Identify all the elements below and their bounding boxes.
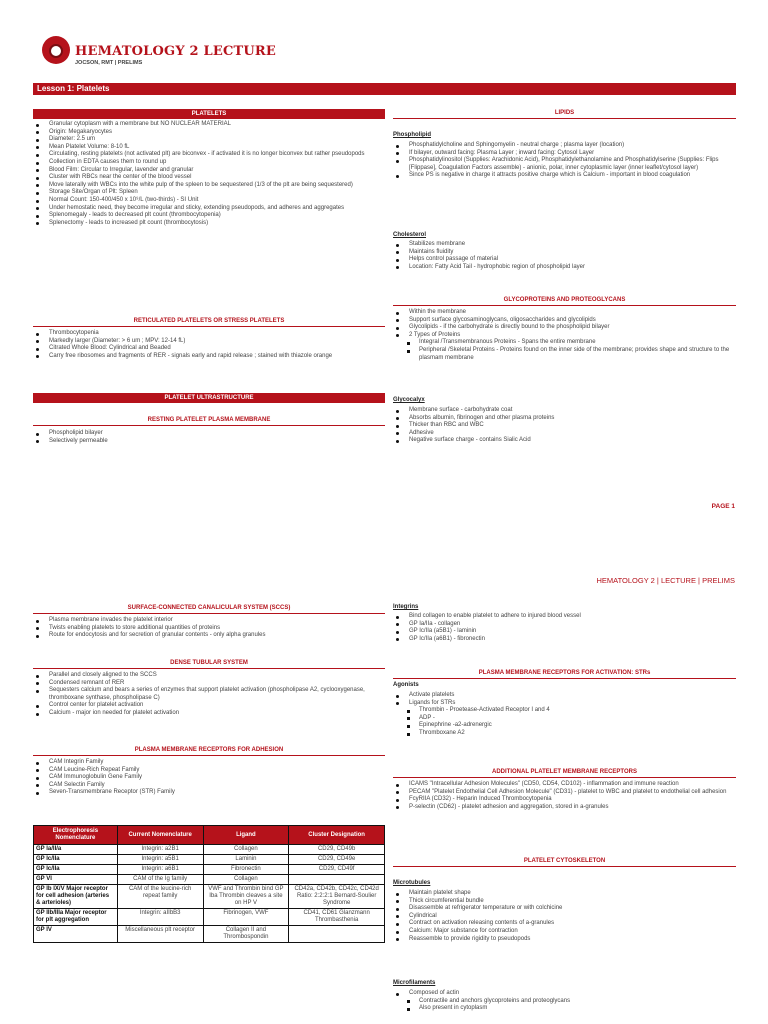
table-cell: Fibronectin bbox=[203, 865, 289, 875]
additional-heading: ADDITIONAL PLATELET MEMBRANE RECEPTORS bbox=[393, 768, 736, 778]
list-item: Membrane surface - carbohydrate coat bbox=[393, 407, 736, 415]
page-number: PAGE 1 bbox=[711, 503, 735, 510]
table-cell: CD29, CD49e bbox=[289, 855, 385, 865]
list-item: Phospholipid bilayer bbox=[33, 430, 385, 438]
table-cell: GP IV bbox=[34, 926, 118, 943]
list-item: Location: Fatty Acid Tail - hydrophobic region of phospholipid layer bbox=[393, 264, 736, 272]
glyco-list bbox=[393, 309, 736, 362]
list-item: Twists enabling platelets to store additional quantities of proteins bbox=[33, 625, 385, 633]
list-item: Collection in EDTA causes them to round up bbox=[33, 159, 385, 167]
list-item: GP Ic/IIa (a6B1) - fibronectin bbox=[393, 636, 736, 644]
integrins-label: Integrins bbox=[393, 604, 419, 610]
table-cell: CAM of the leucine-rich repeat family bbox=[117, 885, 203, 909]
list-item: Sequesters calcium and bears a series of enzymes that support platelet activation (phospholipase A2, cyclooxygenase, thromboxane synthase, phospholipase C) bbox=[33, 687, 385, 702]
table-cell: GP VI bbox=[34, 875, 118, 885]
microfilaments-list bbox=[393, 990, 736, 1013]
list-item: Diameter: 2.5 um bbox=[33, 136, 385, 144]
table-row bbox=[34, 875, 385, 885]
list-item: Stabilizes membrane bbox=[393, 241, 736, 249]
list-item: ICAMS "Intracellular Adhesion Molecules" (CD50, CD54, CD102) - inflammation and immune reaction bbox=[393, 781, 736, 789]
list-item: Thrombocytopenia bbox=[33, 330, 385, 338]
list-item: Absorbs albumin, fibrinogen and other plasma proteins bbox=[393, 415, 736, 423]
list-item: Reassemble to provide rigidity to pseudopods bbox=[393, 936, 736, 944]
list-item: Normal Count: 150-400/450 x 10⁹/L (two-thirds) - SI Unit bbox=[33, 197, 385, 205]
cytoskeleton-heading: PLATELET CYTOSKELETON bbox=[393, 857, 736, 867]
table-cell: Integrin: a2B1 bbox=[117, 845, 203, 855]
table-cell: Integrin: aIIbB3 bbox=[117, 909, 203, 926]
table-header-cell: Current Nomenclature bbox=[117, 826, 203, 845]
table-cell: Integrin: a6B1 bbox=[117, 865, 203, 875]
list-item: Phosphatidylinositol (Supplies: Arachidonic Acid), Phosphatidylethanolamine and Phosphatidylserine (Supplies: Flips [Flippase], Coagulation Factors assemble) - anionic, polar, inner cytoplasmic layer (inner leaflet/cytosol layer) bbox=[393, 157, 736, 172]
list-item: Selectively permeable bbox=[33, 438, 385, 446]
list-item: Markedly larger (Diameter: > 6 um ; MPV: 12-14 fL) bbox=[33, 338, 385, 346]
additional-list bbox=[393, 781, 736, 811]
table-cell: CD29, CD49f bbox=[289, 865, 385, 875]
list-item: Blood Film: Circular to Irregular, lavender and granular bbox=[33, 167, 385, 175]
list-item: Maintains fluidity bbox=[393, 249, 736, 257]
dts-heading: DENSE TUBULAR SYSTEM bbox=[33, 659, 385, 669]
microtubules-label: Microtubules bbox=[393, 880, 431, 886]
list-item: If bilayer, outward facing: Plasma Layer ; inward facing: Cytosol Layer bbox=[393, 150, 736, 158]
table-cell: CD41, CD61 Glanzmann Thrombasthenia bbox=[289, 909, 385, 926]
ultrastructure-heading: PLATELET ULTRASTRUCTURE bbox=[33, 393, 385, 403]
list-item: Thrombin - Proetease-Activated Receptor I and 4 bbox=[393, 707, 736, 715]
list-item: Ligands for STRs bbox=[393, 700, 736, 708]
list-item: Origin: Megakaryocytes bbox=[33, 129, 385, 137]
table-row bbox=[34, 855, 385, 865]
list-item: Seven-Transmembrane Receptor (STR) Family bbox=[33, 789, 385, 797]
list-item: Composed of actin bbox=[393, 990, 736, 998]
list-item: Route for endocytosis and for secretion of granular contents - only alpha granules bbox=[33, 632, 385, 640]
running-header: HEMATOLOGY 2 | LECTURE | PRELIMS bbox=[596, 576, 735, 585]
list-item: Under hemostatic need, they become irregular and sticky, extending pseudopods, and adheres and aggregates bbox=[33, 205, 385, 213]
list-item: Adhesive bbox=[393, 430, 736, 438]
glycocalyx-label: Glycocalyx bbox=[393, 397, 425, 403]
strs-heading: PLASMA MEMBRANE RECEPTORS FOR ACTIVATION: STRs bbox=[393, 669, 736, 679]
list-item: Support surface glycosaminoglycans, oligosaccharides and glycolipids bbox=[393, 317, 736, 325]
table-cell: Laminin bbox=[203, 855, 289, 865]
list-item: Splenomegaly - leads to decreased plt count (thrombocytopenia) bbox=[33, 212, 385, 220]
list-item: Parallel and closely aligned to the SCCS bbox=[33, 672, 385, 680]
lipids-heading: LIPIDS bbox=[393, 109, 736, 119]
list-item: Bind collagen to enable platelet to adhere to injured blood vessel bbox=[393, 613, 736, 621]
list-item: Since PS is negative in charge it attracts positive charge which is Calcium - important in blood coagulation bbox=[393, 172, 736, 180]
page-subtitle: JOCSON, RMT | PRELIMS bbox=[75, 60, 143, 66]
table-row bbox=[34, 865, 385, 875]
list-item: Thromboxane A2 bbox=[393, 730, 736, 738]
adhesion-heading: PLASMA MEMBRANE RECEPTORS FOR ADHESION bbox=[33, 746, 385, 756]
table-cell: CAM of the Ig family bbox=[117, 875, 203, 885]
list-item: Glycolipids - if the carbohydrate is directly bound to the phospholipid bilayer bbox=[393, 324, 736, 332]
table-cell: VWF and Thrombin bind GP Iba Thrombin cleaves a site on HP V bbox=[203, 885, 289, 909]
strs-list bbox=[393, 692, 736, 738]
list-item: Calcium - major ion needed for platelet activation bbox=[33, 710, 385, 718]
reticulated-list bbox=[33, 330, 385, 360]
list-item: FcyRIIA (CD32) - Heparin Induced Thrombocytopenia bbox=[393, 796, 736, 804]
list-item: Disassemble at refrigerator temperature or with colchicine bbox=[393, 905, 736, 913]
list-item: Storage Site/Organ of Plt: Spleen bbox=[33, 189, 385, 197]
list-item: PECAM "Platelet Endothelial Cell Adhesion Molecule" (CD31) - platelet to WBC and platelet to endothelial cell adhesion bbox=[393, 789, 736, 797]
list-item: 2 Types of Proteins bbox=[393, 332, 736, 340]
list-item: Condensed remnant of RER bbox=[33, 680, 385, 688]
list-item: Splenectomy - leads to increased plt count (thrombocytosis) bbox=[33, 220, 385, 228]
table-cell: GP Ib IX/V Major receptor for cell adhesion (arteries & arterioles) bbox=[34, 885, 118, 909]
sccs-heading: SURFACE-CONNECTED CANALICULAR SYSTEM (SCCS) bbox=[33, 604, 385, 614]
agonists-label: Agonists bbox=[393, 682, 419, 688]
list-item: Maintain platelet shape bbox=[393, 890, 736, 898]
table-row bbox=[34, 885, 385, 909]
table-cell: Collagen bbox=[203, 845, 289, 855]
list-item: CAM Immunoglobulin Gene Family bbox=[33, 774, 385, 782]
list-item: CAM Integrin Family bbox=[33, 759, 385, 767]
list-item: Phosphatidylcholine and Sphingomyelin - neutral charge ; plasma layer (location) bbox=[393, 142, 736, 150]
membrane-list bbox=[33, 430, 385, 445]
table-row bbox=[34, 845, 385, 855]
table-header-cell: Ligand bbox=[203, 826, 289, 845]
list-item: Calcium: Major substance for contraction bbox=[393, 928, 736, 936]
list-item: Epinephrine -a2-adrenergic bbox=[393, 722, 736, 730]
list-item: Granular cytoplasm with a membrane but NO NUCLEAR MATERIAL bbox=[33, 121, 385, 129]
lesson-bar: Lesson 1: Platelets bbox=[33, 83, 736, 95]
integrins-list bbox=[393, 613, 736, 643]
magnifier-icon bbox=[49, 44, 63, 58]
cholesterol-list bbox=[393, 241, 736, 271]
table-row bbox=[34, 909, 385, 926]
list-item: Also present in cytoplasm bbox=[393, 1005, 736, 1013]
list-item: Thick circumferential bundle bbox=[393, 898, 736, 906]
sccs-list bbox=[33, 617, 385, 640]
list-item: Cluster with RBCs near the center of the blood vessel bbox=[33, 174, 385, 182]
table-cell: GP Ia/II/a bbox=[34, 845, 118, 855]
table-cell bbox=[289, 875, 385, 885]
list-item: Mean Platelet Volume: 8-10 fL bbox=[33, 144, 385, 152]
membrane-heading: RESTING PLATELET PLASMA MEMBRANE bbox=[33, 416, 385, 426]
list-item: Control center for platelet activation bbox=[33, 702, 385, 710]
list-item: Thicker than RBC and WBC bbox=[393, 422, 736, 430]
dts-list bbox=[33, 672, 385, 718]
glyco-heading: GLYCOPROTEINS AND PROTEOGLYCANS bbox=[393, 296, 736, 306]
phospholipid-label: Phospholipid bbox=[393, 132, 431, 138]
list-item: Contractile and anchors glycoproteins and proteoglycans bbox=[393, 998, 736, 1006]
microtubules-list bbox=[393, 890, 736, 943]
receptor-table bbox=[33, 825, 385, 943]
table-cell: GP Ic/IIa bbox=[34, 855, 118, 865]
list-item: Plasma membrane invades the platelet interior bbox=[33, 617, 385, 625]
adhesion-list bbox=[33, 759, 385, 797]
list-item: Integral /Transmembranous Proteins - Spans the entire membrane bbox=[393, 339, 736, 347]
table-cell: Miscellaneous plt receptor bbox=[117, 926, 203, 943]
microfilaments-label: Microfilaments bbox=[393, 980, 436, 986]
list-item: Peripheral /Skeletal Proteins - Proteins found on the inner side of the membrane; provides shape and structure to the plasmam membrane bbox=[393, 347, 736, 362]
table-cell: Integrin: a5B1 bbox=[117, 855, 203, 865]
list-item: Move laterally with WBCs into the white pulp of the spleen to be sequestered (1/3 of the plt are being sequestered) bbox=[33, 182, 385, 190]
table-cell: Collagen II and Thrombospondin bbox=[203, 926, 289, 943]
reticulated-heading: RETICULATED PLATELETS OR STRESS PLATELETS bbox=[33, 317, 385, 327]
glycocalyx-list bbox=[393, 407, 736, 445]
list-item: Circulating, resting platelets (not activated plt) are biconvex - if activated it is no longer biconvex but rather pseudopods bbox=[33, 151, 385, 159]
list-item: Contract on activation releasing contents of a-granules bbox=[393, 920, 736, 928]
list-item: Carry free ribosomes and fragments of RER - signals early and rapid release ; stained with thiazole orange bbox=[33, 353, 385, 361]
table-cell: Collagen bbox=[203, 875, 289, 885]
list-item: ADP - bbox=[393, 715, 736, 723]
list-item: Activate platelets bbox=[393, 692, 736, 700]
page-title: HEMATOLOGY 2 LECTURE bbox=[75, 44, 277, 59]
table-header-cell: Cluster Designation bbox=[289, 826, 385, 845]
list-item: Cylindrical bbox=[393, 913, 736, 921]
list-item: CAM Selectin Family bbox=[33, 782, 385, 790]
list-item: Negative surface charge - contains Sialic Acid bbox=[393, 437, 736, 445]
table-cell: GP Ic/IIa bbox=[34, 865, 118, 875]
list-item: GP Ic/IIa (a5B1) - laminin bbox=[393, 628, 736, 636]
platelets-list bbox=[33, 121, 385, 227]
cholesterol-label: Cholesterol bbox=[393, 232, 427, 238]
table-cell: GP IIb/IIIa Major receptor for plt aggregation bbox=[34, 909, 118, 926]
table-cell bbox=[289, 926, 385, 943]
table-cell: CD42a, CD42b, CD42c, CD42d Ratio: 2:2:2:1 Bernard-Soulier Syndrome bbox=[289, 885, 385, 909]
list-item: Helps control passage of material bbox=[393, 256, 736, 264]
table-header-cell: Electrophoresis Nomenclature bbox=[34, 826, 118, 845]
phospholipid-list bbox=[393, 142, 736, 180]
table-cell: CD29, CD49b bbox=[289, 845, 385, 855]
table-row bbox=[34, 926, 385, 943]
list-item: GP Ia/IIa - collagen bbox=[393, 621, 736, 629]
table-cell: Fibrinogen, VWF bbox=[203, 909, 289, 926]
platelets-heading: PLATELETS bbox=[33, 109, 385, 119]
list-item: Citrated Whole Blood: Cylindrical and Beaded bbox=[33, 345, 385, 353]
list-item: Within the membrane bbox=[393, 309, 736, 317]
list-item: CAM Leucine-Rich Repeat Family bbox=[33, 767, 385, 775]
list-item: P-selectin (CD62) - platelet adhesion and aggregation, stored in a-granules bbox=[393, 804, 736, 812]
